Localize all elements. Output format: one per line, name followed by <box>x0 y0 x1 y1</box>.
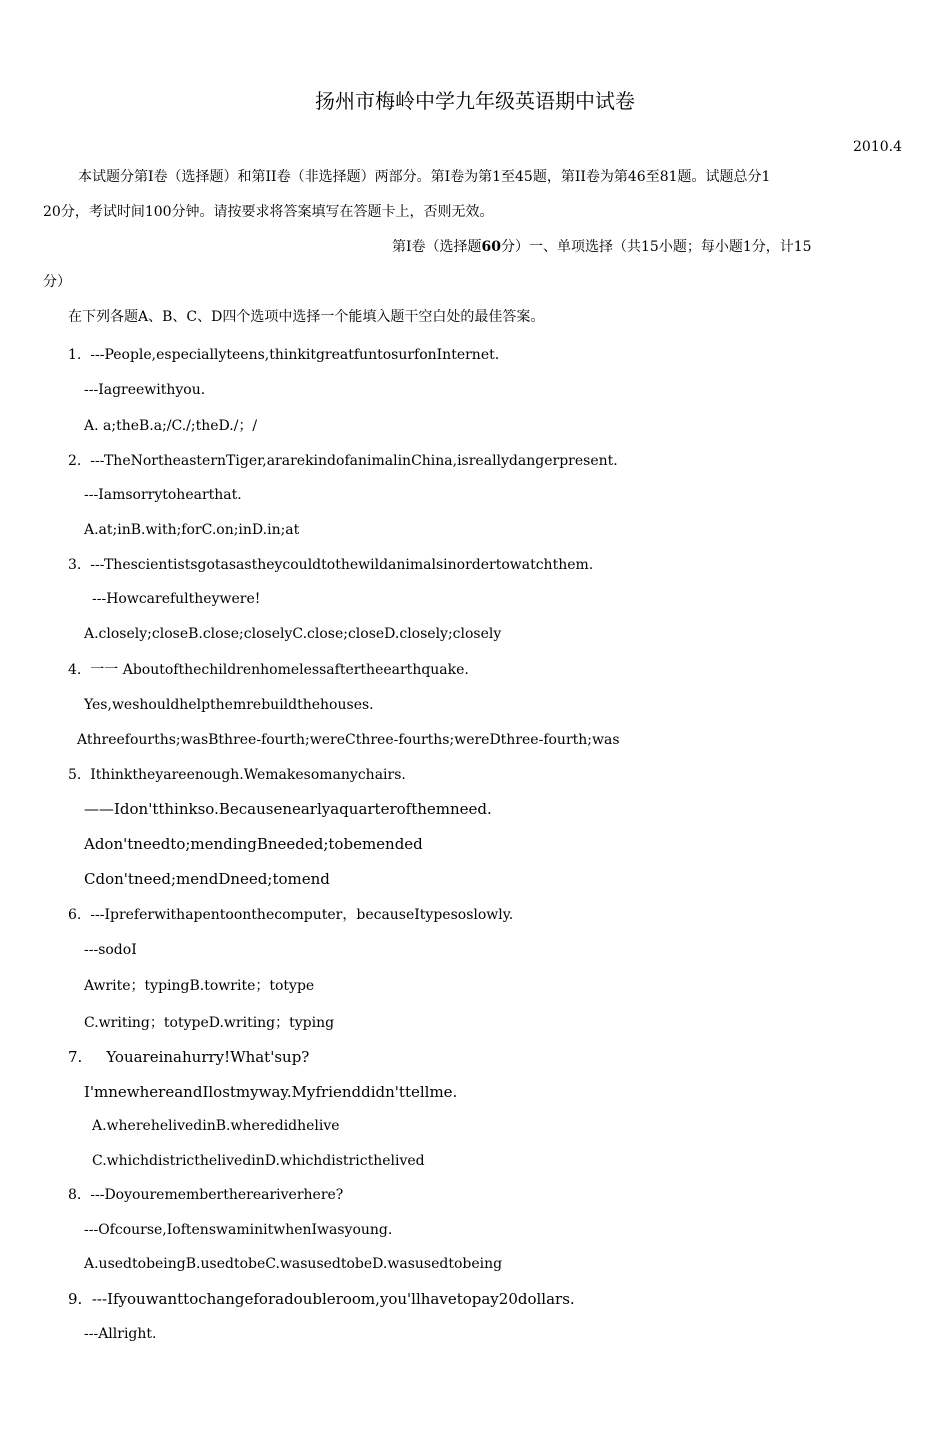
question-1-response: ---Iagreewithyou. <box>84 382 206 398</box>
question-stem: ---TheNortheasternTiger,ararekindofanimalinChina,isreallydangerpresent. <box>90 453 618 469</box>
question-3-options: A.closely;closeB.close;closelyC.close;closeD.closely;closely <box>84 626 502 642</box>
question-6 <box>68 905 513 925</box>
page-title: 扬州市梅岭中学九年级英语期中试卷 <box>315 89 635 113</box>
question-4-options: Athreefourths;wasBthree-fourth;wereCthree-fourths;wereDthree-fourth;was <box>77 732 620 748</box>
question-6-options-ab: Awrite；typingB.towrite；totype <box>84 978 315 994</box>
question-7-options-cd: C.whichdistricthelivedinD.whichdistricthelived <box>92 1153 425 1169</box>
question-4 <box>68 660 469 680</box>
question-stem: ---Ifyouwanttochangeforadoubleroom,you'llhavetopay20dollars. <box>91 1290 575 1308</box>
question-number: 6. <box>68 907 82 923</box>
section-heading-post: 分）一、单项选择（共15小题；每小题1分，计15 <box>501 239 812 255</box>
exam-date: 2010.4 <box>853 139 902 155</box>
question-number: 8. <box>68 1187 82 1203</box>
question-8-response: ---Ofcourse,IoftenswaminitwhenIwasyoung. <box>84 1222 393 1238</box>
question-8-options: A.usedtobeingB.usedtobeC.wasusedtobeD.wasusedtobeing <box>84 1256 503 1272</box>
question-2 <box>68 451 618 471</box>
question-6-options-cd: C.writing；totypeD.writing；typing <box>84 1015 335 1031</box>
question-stem: ---Thescientistsgotasastheycouldtothewildanimalsinordertowatchthem. <box>90 557 594 573</box>
section-heading-pre: 第Ⅰ卷（选择题 <box>392 239 482 255</box>
question-number: 1. <box>68 347 82 363</box>
question-5-options-cd: Cdon'tneed;mendDneed;tomend <box>84 870 330 888</box>
question-number: 2. <box>68 453 82 469</box>
instruction: 在下列各题A、B、C、D四个选项中选择一个能填入题干空白处的最佳答案。 <box>68 309 545 325</box>
intro-line-1: 本试题分第Ⅰ卷（选择题）和第II卷（非选择题）两部分。第Ⅰ卷为第1至45题，第II卷为第46至81题。试题总分1 <box>78 169 771 185</box>
question-6-response: ---sodoI <box>84 942 137 958</box>
question-8 <box>68 1185 343 1205</box>
question-5-options-ab: Adon'tneedto;mendingBneeded;tobemended <box>84 835 423 853</box>
intro-line-2: 20分，考试时间100分钟。请按要求将答案填写在答题卡上，否则无效。 <box>43 204 494 220</box>
question-4-response: Yes,weshouldhelpthemrebuildthehouses. <box>84 697 374 713</box>
section-score: 60 <box>481 239 502 255</box>
question-2-response: ---Iamsorrytohearthat. <box>84 487 242 503</box>
question-7-options-ab: A.wherehelivedinB.wheredidhelive <box>92 1118 340 1134</box>
question-number: 3. <box>68 557 82 573</box>
question-7 <box>68 1047 309 1067</box>
question-stem: ---Doyourememberthereariverhere? <box>90 1187 344 1203</box>
question-9 <box>68 1289 575 1309</box>
question-stem: ---Ipreferwithapentoonthecomputer，becauseItypesoslowly. <box>90 907 514 923</box>
section-heading-line-2: 分） <box>43 274 71 290</box>
question-stem: ---People,especiallyteens,thinkitgreatfuntosurfonInternet. <box>90 347 500 363</box>
question-stem: Youareinahurry!What'sup? <box>106 1048 310 1066</box>
question-5-response: ——Idon'tthinkso.Becausenearlyaquarterofthemneed. <box>84 800 492 818</box>
question-3 <box>68 555 593 575</box>
question-stem: 一一 Aboutofthechildrenhomelessaftertheearthquake. <box>90 662 469 678</box>
question-number: 9. <box>68 1290 83 1308</box>
section-heading <box>392 237 812 257</box>
question-9-response: ---Allright. <box>84 1326 157 1342</box>
question-1 <box>68 345 499 365</box>
question-number: 4. <box>68 662 82 678</box>
question-5 <box>68 765 406 785</box>
question-3-response: ---Howcarefultheywere! <box>92 591 261 607</box>
question-7-response: I'mnewhereandIlostmyway.Myfrienddidn'ttellme. <box>84 1083 458 1101</box>
question-number: 5. <box>68 767 82 783</box>
question-1-options: A. a;theB.a;/C./;theD./；/ <box>84 418 258 434</box>
question-number: 7. <box>68 1048 83 1066</box>
question-2-options: A.at;inB.with;forC.on;inD.in;at <box>84 522 300 538</box>
question-stem: Ithinktheyareenough.Wemakesomanychairs. <box>90 767 406 783</box>
